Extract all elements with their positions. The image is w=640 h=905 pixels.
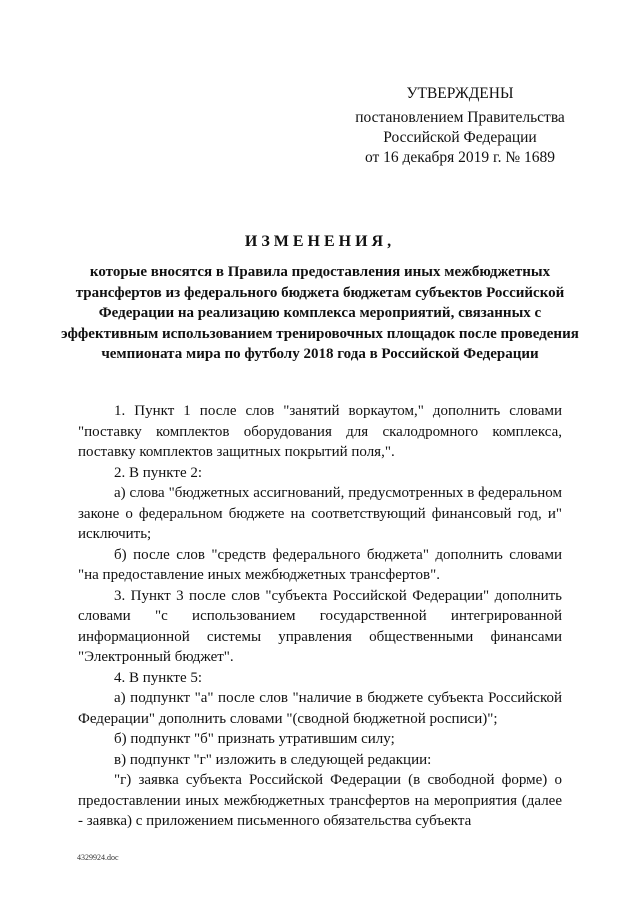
approval-line-2: Российской Федерации (383, 129, 537, 146)
approval-heading: УТВЕРЖДЕНЫ (406, 85, 514, 102)
approval-line-3: от 16 декабря 2019 г. № 1689 (364, 149, 556, 166)
document-body (78, 401, 562, 832)
paragraph-6: 4. В пункте 5: (114, 669, 203, 686)
file-name-footer: 4329924.doc (77, 853, 119, 862)
paragraph-5: 3. Пункт 3 после слов "субъекта Российской Федерации" дополнить словами "с использованием государственной интегрированной информационной системы управления общественными финансами "Электронный бюджет". (78, 587, 562, 665)
paragraph-1: 1. Пункт 1 после слов "занятий воркаутом," дополнить словами "поставку комплектов оборудования для скалодромного комплекса, поставку комплектов защитных покрытий поля,". (78, 403, 562, 460)
document-title: ИЗМЕНЕНИЯ, (244, 233, 396, 250)
paragraph-4: б) после слов "средств федерального бюджета" дополнить словами "на предоставление иных межбюджетных трансфертов". (78, 546, 562, 583)
paragraph-7: а) подпункт "а" после слов "наличие в бюджете субъекта Российской Федерации" дополнить словами "(сводной бюджетной росписи)"; (78, 690, 562, 727)
paragraph-10: "г) заявка субъекта Российской Федерации (в свободной форме) о предоставлении иных межбюджетных трансфертов на мероприятия (далее - заявка) с приложением письменного обязательства субъекта (78, 772, 562, 829)
approval-block (340, 84, 580, 168)
approval-line-1: постановлением Правительства (355, 109, 565, 126)
paragraph-3: а) слова "бюджетных ассигнований, предусмотренных в федеральном законе о федеральном бюджете на соответствующий финансовый год, и" исключить; (78, 485, 562, 542)
paragraph-8: б) подпункт "б" признать утратившим силу; (114, 731, 395, 747)
paragraph-2: 2. В пункте 2: (114, 464, 203, 481)
paragraph-9: в) подпункт "г" изложить в следующей редакции: (114, 751, 432, 768)
document-subtitle: которые вносятся в Правила предоставления иных межбюджетных трансфертов из федерального бюджета бюджетам субъектов Российской Федерации на реализацию комплекса мероприятий, связанных с эффективным использованием тренировочных площадок после проведения чемпионата мира по футболу 2018 года в Российской Федерации (61, 264, 579, 362)
